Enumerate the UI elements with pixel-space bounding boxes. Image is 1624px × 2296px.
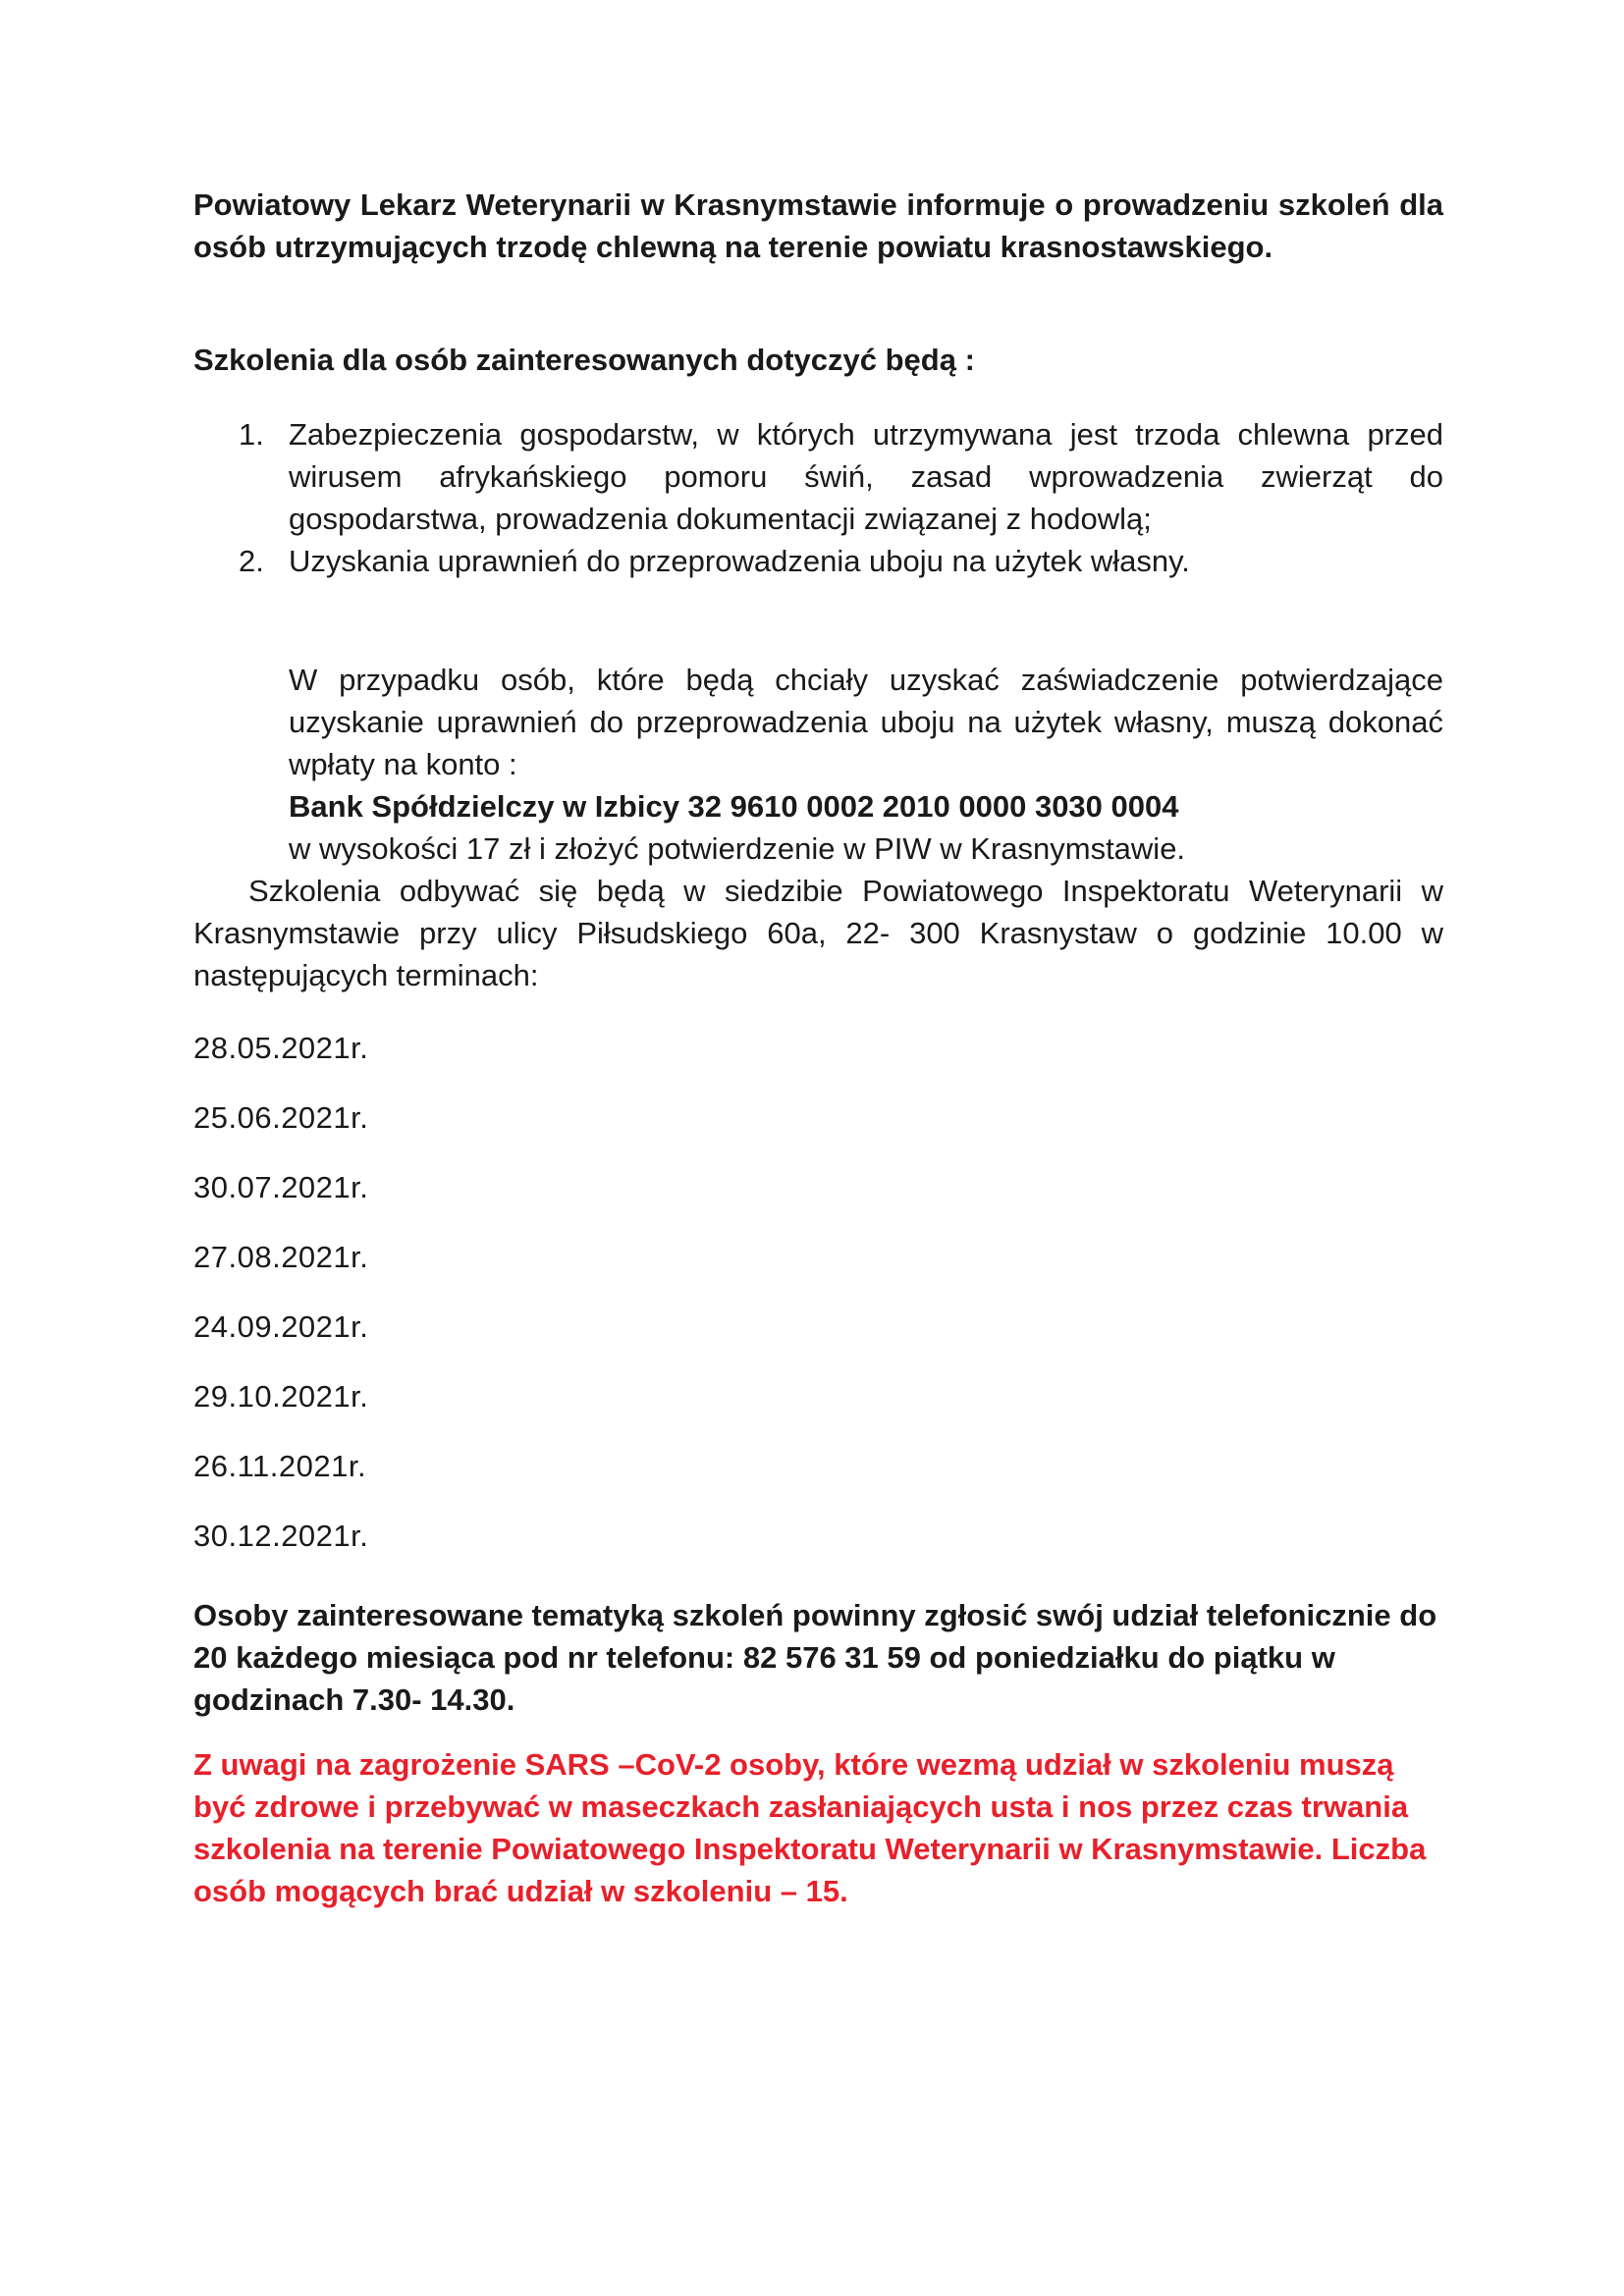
list-item-text: Zabezpieczenia gospodarstw, w których utrzymywana jest trzoda chlewna przed wirusem afrykańskiego pomoru świń, zasad wprowadzenia zwierząt do gospodarstwa, prowadzenia dokumentacji związanej z hodowlą; [289, 417, 1443, 536]
list-item [231, 413, 1443, 540]
date-item: 26.11.2021r. [193, 1449, 367, 1483]
contact-paragraph: Osoby zainteresowane tematyką szkoleń powinny zgłosić swój udział telefonicznie do 20 każdego miesiąca pod nr telefonu: 82 576 31 59 od poniedziałku do piątku w godzinach 7.30- 14.30. [193, 1598, 1437, 1717]
bank-account: Bank Spółdzielczy w Izbicy 32 9610 0002 2010 0000 3030 0004 [289, 789, 1179, 824]
date-item: 24.09.2021r. [193, 1309, 369, 1344]
date-item: 30.12.2021r. [193, 1519, 369, 1553]
list-item-number: 1. [239, 417, 264, 452]
date-item: 27.08.2021r. [193, 1240, 369, 1274]
list-item [231, 540, 1443, 582]
fee-info-paragraph: W przypadku osób, które będą chciały uzyskać zaświadczenie potwierdzające uzyskanie uprawnień do przeprowadzenia uboju na użytek własny, muszą dokonać wpłaty na konto : [289, 663, 1443, 781]
topics-list [231, 413, 1443, 582]
date-item: 28.05.2021r. [193, 1031, 369, 1065]
date-item: 29.10.2021r. [193, 1379, 369, 1414]
intro-paragraph: Powiatowy Lekarz Weterynarii w Krasnymstawie informuje o prowadzeniu szkoleń dla osób utrzymujących trzodę chlewną na terenie powiatu krasnostawskiego. [193, 187, 1443, 264]
date-item: 30.07.2021r. [193, 1170, 369, 1204]
list-item-number: 2. [239, 544, 264, 578]
covid-notice: Z uwagi na zagrożenie SARS –CoV-2 osoby, które wezmą udział w szkoleniu muszą być zdrowe i przebywać w maseczkach zasłaniających usta i nos przez czas trwania szkolenia na terenie Powiatowego Inspektoratu Weterynarii w Krasnymstawie. Liczba osób mogących brać udział w szkoleniu – 15. [193, 1747, 1427, 1908]
list-item-text: Uzyskania uprawnień do przeprowadzenia uboju na użytek własny. [289, 544, 1190, 578]
topics-heading: Szkolenia dla osób zainteresowanych dotyczyć będą : [193, 343, 975, 377]
fee-amount: w wysokości 17 zł i złożyć potwierdzenie w PIW w Krasnymstawie. [289, 831, 1186, 866]
date-item: 25.06.2021r. [193, 1100, 369, 1135]
location-paragraph: Szkolenia odbywać się będą w siedzibie Powiatowego Inspektoratu Weterynarii w Krasnymstawie przy ulicy Piłsudskiego 60a, 22- 300 Krasnystaw o godzinie 10.00 w następujących terminach: [193, 874, 1443, 992]
